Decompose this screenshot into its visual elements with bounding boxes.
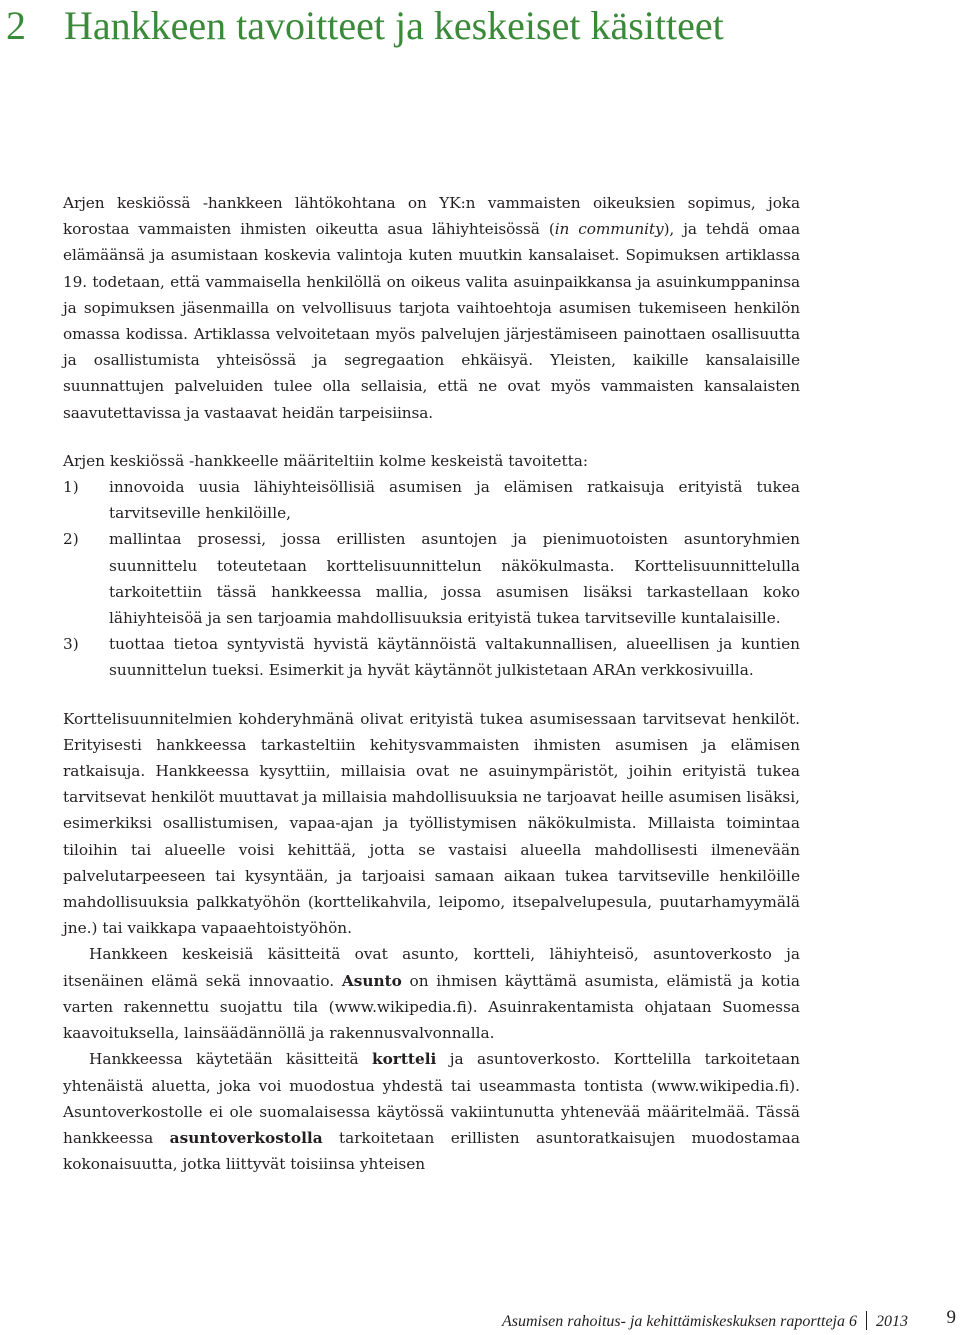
page-footer: [0, 1305, 960, 1335]
concepts-text-end: on ihmisen käyttämä asumista, elämistä ja kotia varten rakennettu suojattu tila (www.wikipedia.fi). Asuinrakentamista ohjataan Suomessa kaavoituksella, lainsäädännöllä ja rakennusvalvonnalla.: [63, 971, 800, 1043]
goal-number: 2): [63, 530, 79, 549]
block-bold-term-2: asuntoverkostolla: [169, 1128, 323, 1147]
target-groups-paragraph: Korttelisuunnitelmien kohderyhmänä olivat erityistä tukea asumisessaan tarvitsevat henkilöt. Erityisesti hankkeessa tarkasteltiin kehitysvammaisten ihmisten asumisen ja elämisen ratkaisuja. Hankkeessa kysyttiin, millaisia ovat ne asuinympäristöt, joihin erityistä tukea tarvitsevat henkilöt muuttavat ja millaisia mahdollisuuksia ne tarjoavat heille asumisen lisäksi, esimerkiksi osallistumisen, vapaa-ajan ja työllistymisen näkökulmista. Millaista toimintaa tiloihin tai alueelle voisi kehittää, jotta se vastaisi alueella mahdollisesti ilmenevään palvelutarpeeseen tai kysyntään, ja tarjoaisi samaan aikaan tukea tarvitseville henkilöille mahdollisuuksia palkkatyöhön (korttelikahvila, leipomo, itsepalvelupesula, puutarhamyymälä jne.) tai vaikkapa vapaaehtoistyöhön.: [63, 709, 800, 938]
block-text-2: ja asuntoverkosto. Korttelilla tarkoitetaan yhtenäistä aluetta, joka voi muodostua yhdestä tai useammasta tontista (www.wikipedia.fi). Asuntoverkostolle ei ole suomalaisessa käytössä vakiintunutta yhtenevää määritelmää. Tässä hankkeessa: [63, 1050, 800, 1147]
goal-text: mallintaa prosessi, jossa erillisten asuntojen ja pienimuotoisten asuntoryhmien suunnittelu toteutetaan korttelisuunnittelun näkökulmasta. Korttelisuunnittelulla tarkoitettiin tässä hankkeessa mallia, jossa asumisen lisäksi tarkastellaan koko lähiyhteisöä ja sen tarjoamia mahdollisuuksia erityistä tukea tarvitseville kuntalaisille.: [109, 530, 800, 628]
intro-italic-term: in community: [554, 220, 664, 239]
page-number: 9: [946, 1307, 956, 1328]
goals-list: [63, 474, 800, 684]
goal-text: innovoida uusia lähiyhteisöllisiä asumisen ja elämisen ratkaisuja erityistä tukea tarvitseville henkilöille,: [109, 478, 800, 523]
chapter-number: 2: [6, 3, 26, 48]
goal-item: [63, 474, 800, 526]
concepts-paragraph: [63, 941, 800, 1046]
block-bold-term-1: kortteli: [372, 1050, 437, 1069]
goal-number: 3): [63, 635, 79, 654]
goal-item: [63, 631, 800, 683]
body-text: [63, 190, 800, 1177]
footer-series: [502, 1311, 908, 1331]
goal-text: tuottaa tietoa syntyvistä hyvistä käytännöistä valtakunnallisen, alueellisen ja kuntien suunnittelun tueksi. Esimerkit ja hyvät käytännöt julkistetaan ARAn verkkosivuilla.: [109, 635, 800, 680]
goal-item: [63, 526, 800, 631]
goals-lead: Arjen keskiössä -hankkeelle määriteltiin kolme keskeistä tavoitetta:: [63, 451, 589, 470]
concepts-text-start: Hankkeen keskeisiä käsitteitä ovat asunto, kortteli, lähiyhteisö, asuntoverkosto ja itsenäinen elämä sekä innovaatio.: [63, 945, 800, 990]
intro-text-end: ), ja tehdä omaa elämäänsä ja asumistaan koskevia valintoja kuten muutkin kansalaiset. Sopimuksen artiklassa 19. todetaan, että vammaisella henkilöllä on oikeus valita asuinpaikkansa ja asuinkumppaninsa ja sopimuksen jäsenmailla on velvollisuus tarjota vaihtoehtoja asumisen tukemiseen henkilön omassa kodissa. Artiklassa velvoitetaan myös palvelujen järjestämiseen painottaen osallisuutta ja osallistumista yhteisössä ja segregaation ehkäisyä. Yleisten, kaikille kansalaisille suunnattujen palveluiden tulee olla sellaisia, että ne ovat myös vammaisten kansalaisten saavutettavissa ja vastaavat heidän tarpeisiinsa.: [63, 220, 800, 422]
concepts-bold-term: Asunto: [341, 971, 402, 990]
block-paragraph: [63, 1046, 800, 1177]
block-text-3: tarkoitetaan erillisten asuntoratkaisujen muodostamaa kokonaisuutta, jotka liittyvät toisiinsa yhteisen: [63, 1128, 800, 1174]
footer-series-title: Asumisen rahoitus- ja kehittämiskeskuksen raportteja 6: [501, 1313, 857, 1330]
intro-text-start: Arjen keskiössä -hankkeen lähtökohtana on YK:n vammaisten oikeuksien sopimus, joka korostaa vammaisten ihmisten oikeutta asua lähiyhteisössä (: [63, 194, 800, 239]
goal-number: 1): [63, 478, 79, 497]
footer-divider: [866, 1311, 867, 1330]
chapter-title: Hankkeen tavoitteet ja keskeiset käsitteet: [64, 3, 724, 48]
block-text-1: Hankkeessa käytetään käsitteitä: [89, 1050, 372, 1069]
footer-year: 2013: [876, 1313, 908, 1330]
intro-paragraph: [63, 190, 800, 426]
